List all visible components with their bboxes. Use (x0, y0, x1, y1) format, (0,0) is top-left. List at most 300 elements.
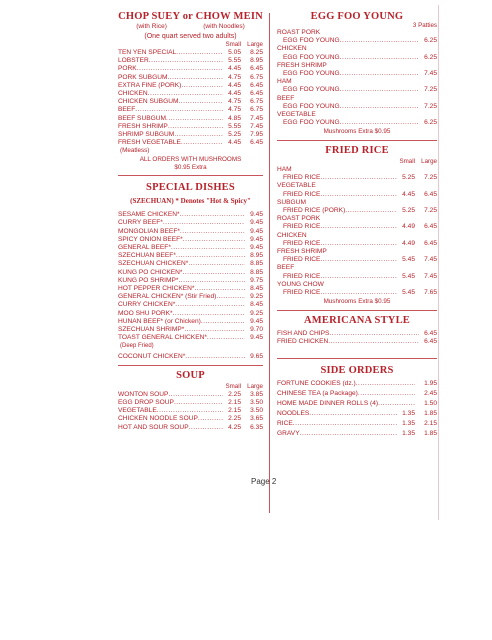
leader-dots (198, 415, 223, 423)
fried-rice-list (277, 166, 437, 297)
item-price: 7.25 (424, 102, 437, 110)
item-name: FRIED RICE (283, 223, 321, 231)
small-price: 5.25 (402, 174, 415, 182)
small-price: 4.25 (228, 423, 241, 431)
leader-dots (340, 54, 419, 62)
item-name: SZECHUAN BEEF* (118, 252, 176, 260)
small-price: 5.45 (402, 289, 415, 297)
menu-item-row (118, 98, 263, 106)
item-price: 8.95 (250, 252, 263, 260)
leader-dots (207, 334, 245, 342)
large-price: 6.45 (424, 190, 437, 198)
small-price: 5.25 (228, 131, 241, 139)
leader-dots (175, 301, 245, 309)
leader-dots (340, 119, 419, 127)
item-category: HAM (277, 78, 292, 86)
menu-item-row (277, 240, 437, 248)
menu-item-row (118, 115, 263, 123)
item-name: FRIED RICE (283, 289, 321, 297)
leader-dots (148, 90, 223, 98)
item-price: 9.45 (250, 227, 263, 235)
menu-item-row (118, 252, 263, 260)
item-price: 9.70 (250, 326, 263, 334)
item-name: SESAME CHICKEN* (118, 211, 180, 219)
item-price: 6.25 (424, 119, 437, 127)
item-price: 9.25 (250, 309, 263, 317)
leader-dots (176, 252, 245, 260)
item-category: YOUNG CHOW (277, 280, 324, 288)
leader-dots (320, 273, 397, 281)
menu-item-row (118, 318, 263, 326)
large-price: 7.25 (424, 207, 437, 215)
item-category: VEGETABLE (277, 111, 316, 119)
item-name: CHICKEN NOODLE SOUP (118, 415, 198, 423)
item-name: CURRY BEEF* (118, 219, 163, 227)
menu-page (108, 5, 439, 520)
menu-item-row (277, 174, 437, 182)
large-price: 8.25 (250, 49, 263, 56)
item-price: 7.25 (424, 86, 437, 94)
item-price: 2.45 (424, 390, 437, 398)
item-price: 9.45 (250, 334, 263, 342)
small-price: 5.55 (228, 57, 241, 65)
small-price: 1.35 (402, 420, 415, 428)
item-category: BEEF (277, 264, 295, 272)
item-name: CHICKEN (118, 90, 148, 98)
small-price: 2.25 (228, 390, 241, 398)
item-price: 6.25 (424, 53, 437, 61)
item-name: FRIED RICE (283, 256, 321, 264)
item-name: SZECHUAN SHRIMP* (118, 326, 185, 334)
item-price: 6.45 (424, 329, 437, 337)
item-name: SZECHUAN CHICKEN* (118, 260, 189, 268)
menu-item-row (118, 310, 263, 318)
large-price: 7.45 (250, 122, 263, 130)
menu-item-row (277, 37, 437, 45)
leader-dots (174, 399, 223, 407)
soup-list (118, 391, 263, 432)
menu-item-row (277, 409, 437, 419)
item-price: 8.45 (250, 285, 263, 293)
item-name: GENERAL CHICKEN* (Stir Fried) (118, 293, 217, 301)
chop-suey-subtitles (118, 23, 263, 30)
section-divider (277, 358, 437, 359)
leader-dots (181, 139, 223, 147)
large-price: 7.45 (250, 114, 263, 122)
small-price: 2.25 (228, 415, 241, 423)
small-price: 2.15 (228, 407, 241, 415)
small-label: Small (399, 158, 415, 166)
coconut-chicken-row (118, 353, 263, 361)
menu-item-row (118, 219, 263, 227)
chop-suey-list (118, 49, 263, 147)
leader-dots (178, 277, 245, 285)
item-name: EGG FOO YOUNG (283, 86, 340, 94)
chop-suey-title: CHOP SUEY or CHOW MEIN (118, 11, 263, 22)
leader-dots (320, 256, 397, 264)
menu-item-row (118, 269, 263, 277)
item-price: 1.85 (424, 410, 437, 418)
large-price: 6.35 (250, 423, 263, 431)
soup-size-header (118, 383, 263, 391)
item-name: WONTON SOUP (118, 390, 169, 398)
large-price: 6.75 (250, 73, 263, 81)
item-name: COCONUT CHICKEN* (118, 352, 186, 360)
leader-dots (320, 174, 397, 182)
leader-dots (188, 260, 245, 268)
leader-dots (180, 211, 245, 219)
large-price: 3.50 (250, 407, 263, 415)
leader-dots (328, 338, 419, 346)
item-name: FRESH SHRIMP (118, 122, 168, 130)
menu-item-row (118, 211, 263, 219)
egg-foo-young-list (277, 29, 437, 127)
left-column (118, 5, 263, 432)
menu-item-row (277, 191, 437, 199)
leader-dots (340, 70, 419, 78)
with-noodles-note: (with Noodles) (203, 23, 245, 30)
item-price: 9.45 (250, 235, 263, 243)
leader-dots (356, 379, 415, 389)
item-price: 6.45 (424, 338, 437, 346)
item-price: 8.85 (250, 268, 263, 276)
leader-dots (320, 240, 397, 248)
item-price: 7.45 (424, 70, 437, 78)
side-orders-list (277, 379, 437, 439)
item-name: HOT AND SOUR SOUP (118, 423, 189, 431)
menu-item-row (118, 407, 263, 415)
page-number: Page 2 (251, 477, 277, 486)
leader-dots (378, 399, 415, 409)
item-category: CHICKEN (277, 231, 307, 239)
large-price: 6.45 (250, 139, 263, 147)
leader-dots (157, 407, 223, 415)
small-price: 2.15 (228, 399, 241, 407)
menu-item-row (118, 106, 263, 114)
menu-item-row (118, 236, 263, 244)
item-category: CHICKEN (277, 45, 307, 53)
menu-item-row (118, 277, 263, 285)
leader-dots (358, 389, 415, 399)
leader-dots (309, 409, 397, 419)
menu-item-row (277, 103, 437, 111)
small-price: 4.45 (228, 90, 241, 98)
item-name: EGG DROP SOUP (118, 399, 174, 407)
large-price: 6.45 (250, 90, 263, 98)
small-price: 1.35 (402, 410, 415, 418)
special-dishes-list (118, 211, 263, 342)
large-price: 7.45 (424, 256, 437, 264)
rice-mushroom-note: Mushrooms Extra $0.95 (323, 298, 391, 306)
large-price: 6.45 (424, 223, 437, 231)
small-price: 4.75 (228, 106, 241, 114)
menu-item-row (277, 273, 437, 281)
item-category: ROAST PORK (277, 215, 321, 223)
item-name: FRIED RICE (PORK) (283, 207, 346, 215)
menu-item-row (118, 399, 263, 407)
item-name: EXTRA FINE (PORK) (118, 81, 182, 89)
leader-dots (320, 223, 397, 231)
leader-dots (180, 228, 245, 236)
menu-item-row (277, 429, 437, 439)
menu-item-row (277, 86, 437, 94)
menu-item-row (118, 415, 263, 423)
with-rice-note: (with Rice) (136, 23, 167, 30)
menu-item-row (118, 301, 263, 309)
menu-item-row (118, 65, 263, 73)
menu-item-row (118, 391, 263, 399)
leader-dots (168, 123, 223, 131)
leader-dots (293, 419, 397, 429)
leader-dots (184, 326, 245, 334)
americana-title: AMERICANA STYLE (304, 314, 410, 326)
item-price: 9.45 (250, 219, 263, 227)
fried-rice-title: FRIED RICE (325, 145, 389, 157)
menu-item-row (118, 57, 263, 65)
item-name: PORK (118, 65, 137, 73)
meatless-note: (Meatless) (120, 147, 150, 155)
leader-dots (171, 244, 245, 252)
large-label: Large (247, 382, 263, 390)
item-name: CURRY CHICKEN* (118, 301, 176, 309)
small-price: 5.55 (228, 122, 241, 130)
item-price: 9.65 (250, 352, 263, 360)
leader-dots (345, 207, 397, 215)
menu-item-row (118, 139, 263, 147)
item-category: ROAST PORK (277, 29, 321, 36)
leader-dots (340, 37, 419, 45)
leader-dots (176, 49, 223, 57)
leader-dots (168, 391, 223, 399)
americana-list (277, 330, 437, 346)
item-name: RICE (277, 420, 293, 428)
leader-dots (189, 424, 223, 432)
item-name: HOME MADE DINNER ROLLS (4) (277, 400, 379, 408)
item-price: 2.15 (424, 420, 437, 428)
deep-fried-note: (Deep Fried) (120, 343, 154, 350)
item-category: FRESH SHRIMP (277, 248, 327, 256)
small-price: 4.75 (228, 73, 241, 81)
item-category: VEGETABLE (277, 182, 316, 190)
leader-dots (135, 106, 223, 114)
section-divider (277, 140, 437, 141)
item-name: PORK SUBGUM (118, 73, 168, 81)
chop-suey-size-header (118, 41, 263, 49)
item-name: EGG FOO YOUNG (283, 102, 340, 110)
menu-item-row (277, 256, 437, 264)
leader-dots (149, 57, 223, 65)
menu-item-row (118, 74, 263, 82)
item-name: HOT PEPPER CHICKEN* (118, 285, 195, 293)
item-name: EGG FOO YOUNG (283, 37, 340, 45)
large-price: 3.85 (250, 390, 263, 398)
item-name: MONGOLIAN BEEF* (118, 227, 180, 235)
small-price: 4.49 (402, 223, 415, 231)
item-name: KUNG PO CHICKEN* (118, 268, 183, 276)
small-price: 4.45 (228, 139, 241, 147)
menu-item-row (277, 54, 437, 62)
large-label: Large (247, 41, 263, 48)
fried-rice-size-header (277, 158, 437, 166)
small-price: 4.85 (228, 114, 241, 122)
leader-dots (181, 82, 223, 90)
leader-dots (163, 219, 245, 227)
item-name: LOBSTER (118, 57, 149, 65)
leader-dots (320, 191, 397, 199)
menu-item-row (118, 82, 263, 90)
large-price: 6.75 (250, 98, 263, 106)
leader-dots (329, 330, 419, 338)
item-name: GENERAL BEEF* (118, 244, 171, 252)
large-price: 7.45 (424, 272, 437, 280)
item-name: FRIED RICE (283, 190, 321, 198)
menu-item-row (118, 228, 263, 236)
large-price: 3.50 (250, 399, 263, 407)
menu-item-row (118, 326, 263, 334)
leader-dots (300, 429, 397, 439)
item-category: SUBGUM (277, 198, 306, 206)
item-price: 1.95 (424, 380, 437, 388)
leader-dots (194, 285, 245, 293)
item-name: CHICKEN SUBGUM (118, 98, 179, 106)
menu-item-row (277, 289, 437, 297)
mushroom-note: ALL ORDERS WITH MUSHROOMS (139, 156, 242, 164)
item-category: BEEF (277, 94, 295, 102)
menu-item-row (118, 244, 263, 252)
menu-item-row (118, 260, 263, 268)
item-price: 9.75 (250, 276, 263, 284)
item-name: EGG FOO YOUNG (283, 119, 340, 127)
patties-note: 3 Patties (412, 22, 437, 29)
side-orders-title: SIDE ORDERS (320, 365, 394, 377)
menu-item-row (277, 389, 437, 399)
item-name: FRIED RICE (283, 239, 321, 247)
leader-dots (178, 98, 223, 106)
item-name: FRIED CHICKEN (277, 338, 329, 346)
menu-item-row (277, 419, 437, 429)
item-price: 8.45 (250, 301, 263, 309)
right-column (277, 5, 437, 439)
leader-dots (167, 74, 223, 82)
item-category: FRESH SHRIMP (277, 61, 327, 69)
small-price: 5.45 (402, 256, 415, 264)
item-price: 1.50 (424, 400, 437, 408)
menu-item-row (118, 285, 263, 293)
item-price: 9.45 (250, 317, 263, 325)
item-name: MOO SHU PORK* (118, 309, 173, 317)
item-name: KUNG PO SHRIMP* (118, 276, 179, 284)
item-name: CHINESE TEA (a Package) (277, 390, 358, 398)
soup-title: SOUP (176, 369, 205, 381)
item-name: FISH AND CHIPS (277, 329, 330, 337)
section-divider (118, 365, 263, 366)
item-name: BEEF SUBGUM (118, 114, 166, 122)
large-price: 3.65 (250, 415, 263, 423)
item-name: NOODLES (277, 410, 310, 418)
leader-dots (183, 236, 245, 244)
item-name: SHRIMP SUBGUM (118, 131, 175, 139)
section-divider (118, 175, 263, 176)
leader-dots (340, 103, 419, 111)
item-name: GRAVY (277, 430, 300, 438)
small-label: Small (225, 382, 241, 390)
column-divider (269, 13, 270, 513)
item-name: FORTUNE COOKIES (dz.) (277, 380, 356, 388)
menu-item-row (277, 379, 437, 389)
egg-foo-young-title: EGG FOO YOUNG (310, 11, 404, 22)
large-price: 6.45 (250, 65, 263, 73)
section-divider (277, 310, 437, 311)
menu-item-row (118, 424, 263, 432)
item-name: BEEF (118, 106, 136, 114)
menu-item-row (277, 330, 437, 338)
small-price: 4.45 (228, 81, 241, 89)
menu-item-row (277, 338, 437, 346)
item-name: FRIED RICE (283, 272, 321, 280)
item-price: 8.85 (250, 260, 263, 268)
item-name: HUNAN BEEF* (or Chicken) (118, 317, 201, 325)
small-price: 4.45 (402, 190, 415, 198)
large-price: 6.45 (250, 81, 263, 89)
large-price: 8.95 (250, 57, 263, 65)
menu-item-row (118, 334, 263, 342)
item-name: TEN YEN SPECIAL (118, 49, 177, 56)
item-name: TOAST GENERAL CHICKEN* (118, 334, 207, 342)
mushroom-extra: $0.95 Extra (174, 163, 207, 171)
leader-dots (320, 289, 397, 297)
menu-item-row (277, 70, 437, 78)
special-dishes-title: SPECIAL DISHES (146, 182, 235, 194)
menu-item-row (118, 293, 263, 301)
small-price: 4.49 (402, 239, 415, 247)
small-price: 4.45 (228, 65, 241, 73)
menu-item-row (277, 119, 437, 127)
small-price: 5.45 (402, 272, 415, 280)
leader-dots (201, 318, 245, 326)
large-price: 7.95 (250, 131, 263, 139)
leader-dots (340, 86, 419, 94)
large-price: 7.65 (424, 289, 437, 297)
large-price: 7.25 (424, 174, 437, 182)
item-price: 6.25 (424, 37, 437, 45)
small-label: Small (225, 41, 241, 48)
item-name: SPICY ONION BEEF* (118, 235, 183, 243)
menu-item-row (277, 399, 437, 409)
quart-note: (One quart served two adults) (144, 33, 237, 40)
item-name: FRESH VEGETABLE (118, 139, 181, 147)
leader-dots (166, 115, 223, 123)
small-price: 1.35 (402, 430, 415, 438)
large-price: 6.45 (424, 239, 437, 247)
item-name: FRIED RICE (283, 174, 321, 182)
szechuan-note: (SZECHUAN) * Denotes "Hot & Spicy" (130, 197, 251, 206)
small-price: 4.75 (228, 98, 241, 106)
leader-dots (174, 131, 223, 139)
item-name: VEGETABLE (118, 407, 157, 415)
item-price: 9.45 (250, 211, 263, 219)
menu-item-row (118, 49, 263, 57)
item-name: EGG FOO YOUNG (283, 53, 340, 61)
large-label: Large (421, 158, 437, 166)
item-name: EGG FOO YOUNG (283, 70, 340, 78)
leader-dots (137, 65, 223, 73)
large-price: 6.75 (250, 106, 263, 114)
menu-item-row (118, 131, 263, 139)
menu-item-row (277, 223, 437, 231)
menu-item-row (118, 90, 263, 98)
item-price: 1.85 (424, 430, 437, 438)
menu-item-row (277, 207, 437, 215)
